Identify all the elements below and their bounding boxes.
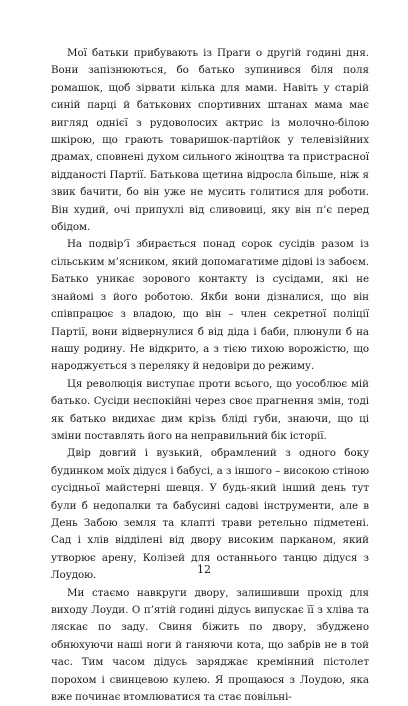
paragraph: Мої батьки прибувають із Праги о другій годині дня. Вони запізнюються, бо батько зупинився біля поля ромашок, щоб зірвати кілька для мами. Навіть у старій синій парці й батькових спортивних штанах мама має вигляд однієї з рудоволосих актрис із молочно-білою шкірою, що грають товаришок-партійок у телевізійних драмах, сповнені духом сильного жіноцтва та пристрасної відданості Партії. Батькова щетина відросла більше, ніж я звик бачити, бо він уже не мусить голитися для роботи. Він худий, очі припухлі від сливовиці, яку він п’є перед обідом.	[51, 47, 369, 234]
paragraph: Ми стаємо навкруги двору, залишивши прохід для виходу Лоуди. О п’ятій годині дідусь випускає її з хліва та ляскає по заду. Свиня біжить по двору, збуджено обнюхуючи наші ноги й ганяючи кота, що забрів не в той час. Тим часом дідусь заряджає кремінний пістолет порохом і свинцевою кулею. Я прощаюся з Лоудою, яка вже починає втомлюватися та стає повільні-	[51, 586, 369, 704]
paragraph: Двір довгий і вузький, обрамлений з одного боку будинком моїх дідуся і бабусі, а з іншого – високою стіною сусідньої майстерні шевця. У будь-який інший день тут були б недопалки та бабусині садові інструменти, але в День Забою земля та клапті трави ретельно підметені. Сад і хлів відділені від двору високим парканом, який утворює арену, Колізей для останнього танцю дідуся з Лоудою.	[51, 447, 369, 582]
paragraph: На подвір’ї збирається понад сорок сусідів разом із сільським м’ясником, який допомагатиме дідові із забоєм. Батько уникає зорового контакту із сусідами, які не знайомі з його роботою. Якби вони дізналися, що він співпрацює з владою, що він – член секретної поліції Партії, вони відвернулися б від діда і баби, плюнули б на нашу родину. Не відкрито, а з тією тихою ворожістю, що народжується з переляку й недовіри до режиму.	[51, 238, 369, 373]
body-text	[51, 45, 369, 706]
paragraph: Ця революція виступає проти всього, що уособлює мій батько. Сусіди неспокійні через своє прагнення змін, тоді як батько видихає дим крізь бліді губи, знаючи, що ці зміни поставлять його на неправильний бік історії.	[51, 377, 369, 442]
page-number: 12	[197, 563, 211, 576]
